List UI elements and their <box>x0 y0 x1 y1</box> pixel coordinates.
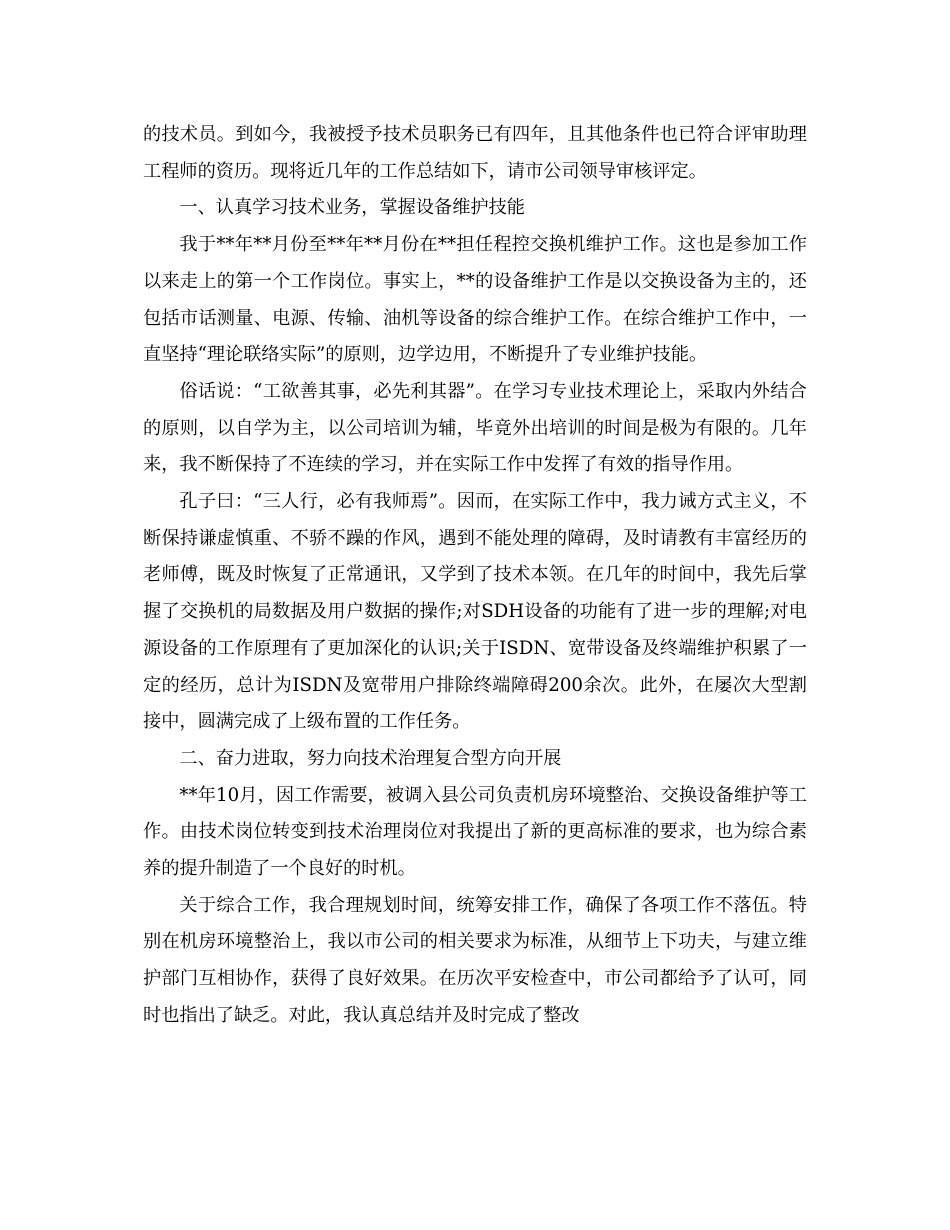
section-heading-1: 一、认真学习技术业务，掌握设备维护技能 <box>179 197 525 219</box>
paragraph-skills: 孔子曰：“三人行，必有我师焉”。因而，在实际工作中，我力诫方式主义，不断保持谦虚慎重、不骄不躁的作风，遇到不能处理的障碍，及时请教有丰富经历的老师傅，既及时恢复了正常通讯，又学到了技术本领。在几年的时间中，我先后掌握了交换机的局数据及用户数据的操作;对SDH设备的功能有了进一步的理解;对电源设备的工作原理有了更加深化的认识;关于ISDN、宽带设备及终端维护积累了一定的经历，总计为ISDN及宽带用户排除终端障碍200余次。此外，在屡次大型割接中，圆满完成了上级布置的工作任务。 <box>143 491 807 733</box>
section-heading-2: 二、奋力进取，努力向技术治理复合型方向开展 <box>179 747 562 769</box>
paragraph-work-history: 我于**年**月份至**年**月份在**担任程控交换机维护工作。这也是参加工作以来走上的第一个工作岗位。事实上，**的设备维护工作是以交换设备为主的，还包括市话测量、电源、传输、油机等设备的综合维护工作。在综合维护工作中，一直坚持“理论联络实际”的原则，边学边用，不断提升了专业维护技能。 <box>143 234 807 366</box>
paragraph-transfer: **年10月，因工作需要，被调入县公司负责机房环境整治、交换设备维护等工作。由技术岗位转变到技术治理岗位对我提出了新的更高标准的要求，也为综合素养的提升制造了一个良好的时机。 <box>143 784 807 880</box>
paragraph-continuation: 的技术员。到如今，我被授予技术员职务已有四年，且其他条件也已符合评审助理工程师的资历。现将近几年的工作总结如下，请市公司领导审核评定。 <box>143 124 807 182</box>
document-body <box>143 117 807 1035</box>
paragraph-study: 俗话说：“工欲善其事，必先利其器”。在学习专业技术理论上，采取内外结合的原则，以自学为主，以公司培训为辅，毕竟外出培训的时间是极为有限的。几年来，我不断保持了不连续的学习，并在实际工作中发挥了有效的指导作用。 <box>143 380 807 476</box>
paragraph-comprehensive-work: 关于综合工作，我合理规划时间，统筹安排工作，确保了各项工作不落伍。特别在机房环境整治上，我以市公司的相关要求为标准，从细节上下功夫，与建立维护部门互相协作，获得了良好效果。在历次平安检查中，市公司都给予了认可，同时也指出了缺乏。对此，我认真总结并及时完成了整改 <box>143 894 807 1026</box>
